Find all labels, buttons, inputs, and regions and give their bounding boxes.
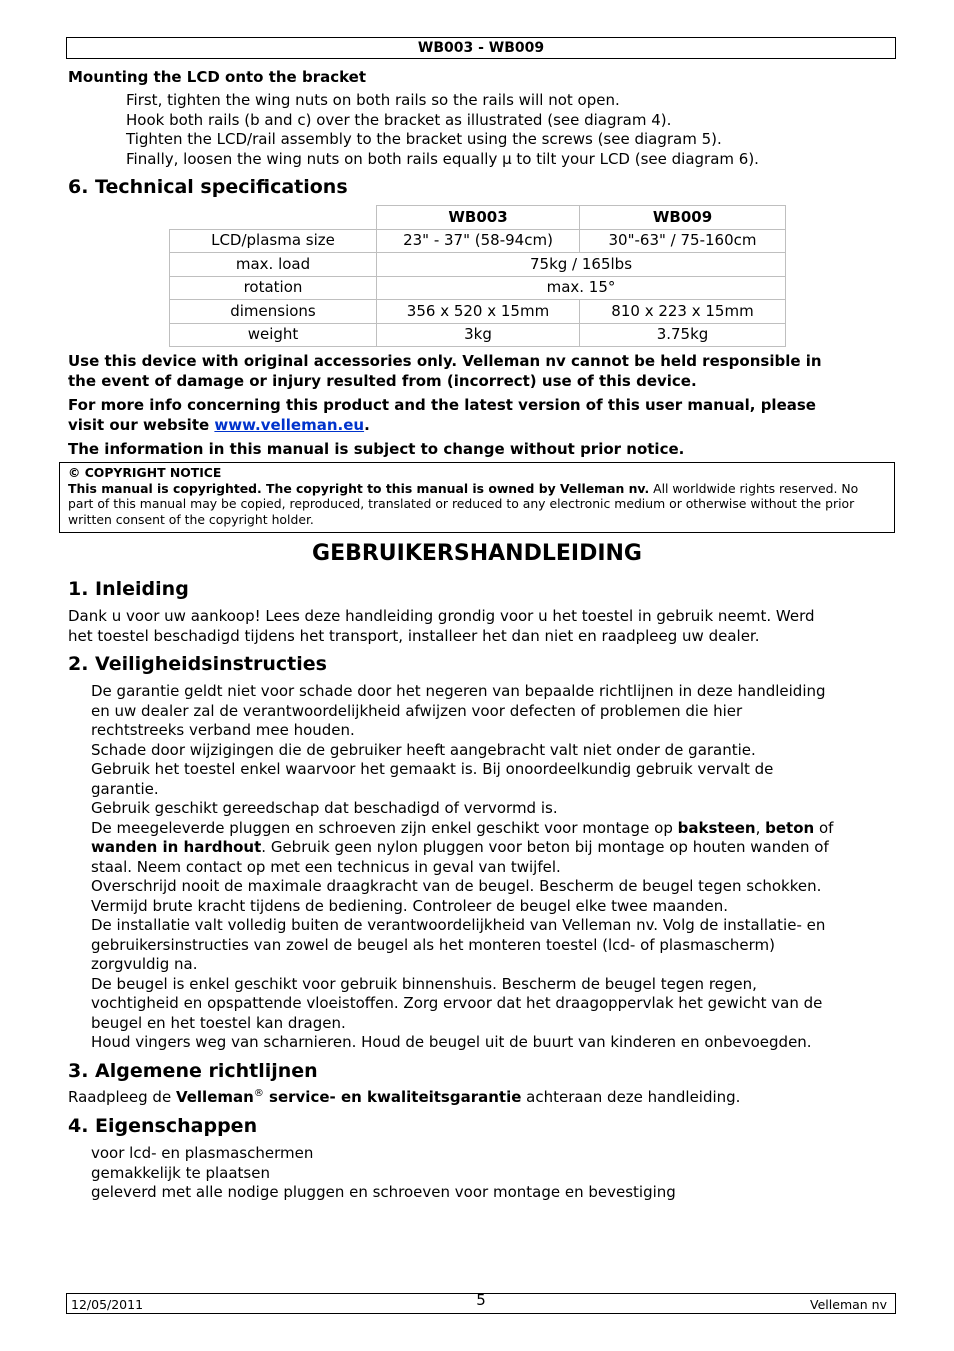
text-line: en uw dealer zal de verantwoordelijkheid afwijzen voor defecten of problemen die hier: [91, 701, 743, 720]
text-line: Gebruik het toestel enkel waarvoor het gemaakt is. Bij onoordeelkundig gebruik vervalt de: [91, 760, 774, 778]
mounting-step: First, tighten the wing nuts on both rails so the rails will not open.: [126, 91, 620, 109]
table-row: [170, 323, 786, 347]
safety-instructions: [91, 682, 833, 1053]
copyright-notice: [59, 462, 895, 533]
text-bold: wanden in hardhout: [91, 838, 262, 856]
notice-text: .: [364, 415, 370, 434]
table-cell: 3kg: [377, 323, 580, 347]
section-heading: 1. Inleiding: [68, 578, 189, 600]
text-line: staal. Neem contact op met een technicus in geval van twijfel.: [91, 857, 561, 876]
row-label: weight: [170, 323, 377, 347]
text-line: beugel en het toestel kan dragen.: [91, 1013, 346, 1032]
table-header-row: [170, 206, 786, 230]
table-row: [170, 276, 786, 300]
text-span: Raadpleeg de: [68, 1088, 176, 1106]
notice-line: For more info concerning this product and the latest version of this user manual, please: [68, 396, 816, 414]
accessories-notice: [68, 352, 822, 391]
table-cell: max. 15°: [377, 276, 786, 300]
table-corner: [170, 206, 377, 230]
table-cell: 356 x 520 x 15mm: [377, 300, 580, 324]
text-line: vochtigheid en opspattende vloeistoffen. Zorg ervoor dat het draagoppervlak het gewicht van de: [91, 994, 823, 1012]
mounting-step: Tighten the LCD/rail assembly to the bracket using the screws (see diagram 5).: [126, 130, 722, 148]
table-row: [170, 300, 786, 324]
text-line: rechtstreeks verband mee houden.: [91, 721, 355, 739]
page-footer: [66, 1293, 896, 1314]
intro-paragraph: [68, 607, 815, 646]
text-line: De garantie geldt niet voor schade door het negeren van bepaalde richtlijnen in deze handleiding: [91, 682, 826, 700]
mounting-heading: Mounting the LCD onto the bracket: [68, 68, 367, 86]
table-cell: 23" - 37" (58-94cm): [377, 229, 580, 253]
website-link[interactable]: www.velleman.eu: [214, 415, 365, 434]
page-header: [66, 37, 896, 59]
table-row: [170, 229, 786, 253]
text-bold: service- en kwaliteitsgarantie: [263, 1088, 522, 1106]
text-span: achteraan deze handleiding.: [521, 1088, 741, 1106]
text-line: het toestel beschadigd tijdens het transport, installeer het dan niet en raadpleeg uw dealer.: [68, 626, 760, 645]
text-line: Houd vingers weg van scharnieren. Houd de beugel uit de buurt van kinderen en onbevoegden.: [91, 1033, 812, 1051]
list-item: voor lcd- en plasmaschermen: [91, 1144, 314, 1162]
copyright-line: [68, 481, 894, 497]
copyright-bold: This manual is copyrighted. The copyright to this manual is owned by Velleman nv.: [68, 480, 650, 496]
table-cell: 30"-63" / 75-160cm: [580, 229, 786, 253]
text-bold: Velleman: [175, 1088, 254, 1106]
info-notice: [68, 396, 816, 435]
section-heading: 4. Eigenschappen: [68, 1115, 258, 1137]
footer-date: 12/05/2011: [71, 1297, 144, 1312]
copyright-line: part of this manual may be copied, reproduced, translated or reduced to any electronic medium or otherwise without the prior: [68, 496, 855, 512]
table-cell: 810 x 223 x 15mm: [580, 300, 786, 324]
column-header: WB009: [580, 206, 786, 230]
text-line: [91, 838, 833, 858]
text-line: Gebruik geschikt gereedschap dat beschadigd of vervormd is.: [91, 799, 558, 817]
text-line: Overschrijd nooit de maximale draagkracht van de beugel. Bescherm de beugel tegen schokken.: [91, 877, 822, 895]
text-span: . Gebruik geen nylon pluggen voor beton bij montage op houten wanden of: [261, 838, 829, 856]
text-bold: baksteen: [677, 818, 756, 837]
text-span: ,: [755, 818, 766, 837]
specs-heading: 6. Technical specifications: [68, 176, 348, 198]
column-header: WB003: [377, 206, 580, 230]
mounting-step: Hook both rails (b and c) over the bracket as illustrated (see diagram 4).: [126, 110, 672, 129]
manual-title: GEBRUIKERSHANDLEIDING: [312, 541, 642, 566]
mounting-steps: [126, 91, 759, 169]
text-line: garantie.: [91, 779, 159, 798]
list-item: gemakkelijk te plaatsen: [91, 1163, 270, 1182]
registered-mark: ®: [253, 1088, 264, 1099]
row-label: max. load: [170, 253, 377, 277]
change-notice: The information in this manual is subject to change without prior notice.: [68, 440, 685, 458]
table-cell: 75kg / 165lbs: [377, 253, 786, 277]
text-line: zorgvuldig na.: [91, 955, 198, 973]
row-label: dimensions: [170, 300, 377, 324]
text-line: [91, 819, 833, 839]
section-heading: 3. Algemene richtlijnen: [68, 1060, 318, 1082]
notice-text: visit our website: [68, 415, 215, 434]
list-item: geleverd met alle nodige pluggen en schroeven voor montage en bevestiging: [91, 1183, 676, 1201]
notice-line: Use this device with original accessories only. Velleman nv cannot be held responsible in: [68, 352, 822, 370]
text-line: Schade door wijzigingen die de gebruiker heeft aangebracht valt niet onder de garantie.: [91, 740, 756, 759]
features-list: [91, 1144, 676, 1203]
text-bold: beton: [765, 818, 815, 837]
notice-line: the event of damage or injury resulted from (incorrect) use of this device.: [68, 371, 697, 390]
footer-company: Velleman nv: [810, 1297, 887, 1312]
general-guidelines: [68, 1088, 740, 1108]
specs-table: [169, 205, 786, 347]
text-span: De meegeleverde pluggen en schroeven zijn enkel geschikt voor montage op: [91, 818, 678, 837]
copyright-title: © COPYRIGHT NOTICE: [68, 465, 222, 480]
text-line: De beugel is enkel geschikt voor gebruik binnenshuis. Bescherm de beugel tegen regen,: [91, 974, 757, 993]
header-title: WB003 - WB009: [417, 40, 545, 56]
text-line: gebruikersinstructies van zowel de beugel als het monteren toestel (lcd- of plasmascherm): [91, 935, 775, 954]
notice-line: [68, 416, 816, 436]
row-label: LCD/plasma size: [170, 229, 377, 253]
text-line: Vermijd brute kracht tijdens de bediening. Controleer de beugel elke twee maanden.: [91, 896, 728, 915]
copyright-line: written consent of the copyright holder.: [68, 511, 314, 527]
table-cell: 3.75kg: [580, 323, 786, 347]
table-row: [170, 253, 786, 277]
text-line: Dank u voor uw aankoop! Lees deze handleiding grondig voor u het toestel in gebruik neemt. Werd: [68, 607, 815, 625]
section-heading: 2. Veiligheidsinstructies: [68, 653, 327, 675]
copyright-text: All worldwide rights reserved. No: [649, 480, 859, 496]
text-span: of: [814, 818, 834, 837]
page-number: 5: [476, 1291, 486, 1309]
text-line: De installatie valt volledig buiten de verantwoordelijkheid van Velleman nv. Volg de installatie- en: [91, 916, 826, 934]
mounting-step: Finally, loosen the wing nuts on both rails equally µ to tilt your LCD (see diagram 6).: [126, 149, 759, 168]
row-label: rotation: [170, 276, 377, 300]
